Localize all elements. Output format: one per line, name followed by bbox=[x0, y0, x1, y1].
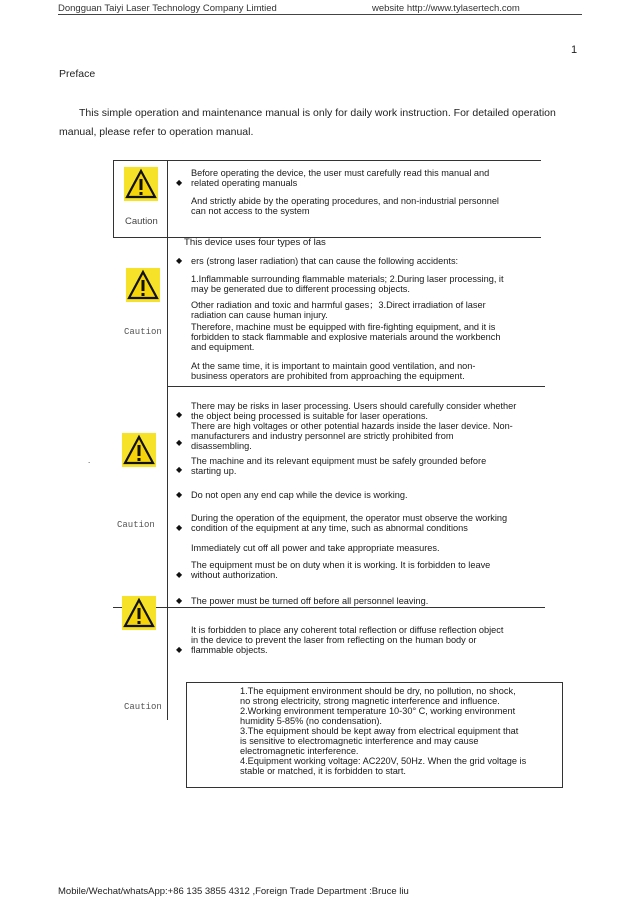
section5-line: 3.The equipment should be kept away from electrical equipment that bbox=[240, 726, 519, 736]
section3-line: Do not open any end cap while the device is working. bbox=[191, 490, 408, 500]
diamond-bullet-icon: ◆ bbox=[176, 645, 183, 654]
section5-line: no strong electricity, strong magnetic interference and influence. bbox=[240, 696, 500, 706]
section3-line: without authorization. bbox=[191, 570, 278, 580]
section3-line: The power must be turned off before all personnel leaving. bbox=[191, 596, 429, 606]
table-top-rule bbox=[113, 160, 541, 161]
warning-triangle-icon bbox=[122, 433, 156, 467]
section2-line: business operators are prohibited from approaching the equipment. bbox=[191, 371, 465, 381]
section5-line: humidity 5-85% (no condensation). bbox=[240, 716, 382, 726]
diamond-bullet-icon: ◆ bbox=[176, 490, 183, 499]
section1-line: And strictly abide by the operating procedures, and non-industrial personnel bbox=[191, 196, 499, 206]
section4-line: flammable objects. bbox=[191, 645, 268, 655]
section3-line: the object being processed is suitable for laser operations. bbox=[191, 411, 428, 421]
section4-line: It is forbidden to place any coherent total reflection or diffuse reflection object bbox=[191, 625, 504, 635]
header-rule bbox=[58, 14, 582, 15]
page-number: 1 bbox=[571, 44, 578, 56]
section2-line: 1.Inflammable surrounding flammable materials; 2.During laser processing, it bbox=[191, 274, 504, 284]
header-website: website http://www.tylasertech.com bbox=[372, 3, 520, 14]
diamond-bullet-icon: ◆ bbox=[176, 465, 183, 474]
diamond-bullet-icon: ◆ bbox=[176, 410, 183, 419]
section3-line: There may be risks in laser processing. Users should carefully consider whether bbox=[191, 401, 517, 411]
section5-line: electromagnetic interference. bbox=[240, 746, 359, 756]
section5-line: 1.The equipment environment should be dry, no pollution, no shock, bbox=[240, 686, 516, 696]
footer-contact: Mobile/Wechat/whatsApp:+86 135 3855 4312 ,Foreign Trade Department :Bruce liu bbox=[58, 886, 409, 897]
caution-label: Caution bbox=[124, 327, 162, 337]
section2-line: ers (strong laser radiation) that can cause the following accidents: bbox=[191, 256, 459, 266]
section3-line: There are high voltages or other potential hazards inside the laser device. Non- bbox=[191, 421, 513, 431]
caution-label: Caution bbox=[125, 216, 158, 227]
section2-line: Other radiation and toxic and harmful gases；3.Direct irradiation of laser bbox=[191, 300, 486, 310]
section3-bottom-rule bbox=[113, 607, 545, 608]
section3-line: During the operation of the equipment, the operator must observe the working bbox=[191, 513, 508, 523]
diamond-bullet-icon: ◆ bbox=[176, 438, 183, 447]
section3-line: condition of the equipment at any time, such as abnormal conditions bbox=[191, 523, 468, 533]
section1-line: can not access to the system bbox=[191, 206, 310, 216]
warning-triangle-icon bbox=[124, 167, 158, 201]
section2-line: forbidden to stack flammable and explosive materials around the workbench bbox=[191, 332, 501, 342]
table-left-border bbox=[113, 160, 114, 238]
section5-line: 4.Equipment working voltage: AC220V, 50Hz. When the grid voltage is bbox=[240, 756, 527, 766]
diamond-bullet-icon: ◆ bbox=[176, 596, 183, 605]
diamond-bullet-icon: ◆ bbox=[176, 256, 183, 265]
section3-line: starting up. bbox=[191, 466, 237, 476]
section3-line: The machine and its relevant equipment must be safely grounded before bbox=[191, 456, 487, 466]
intro-paragraph: This simple operation and maintenance manual is only for daily work instruction. For detailed operation manual, please refer to operation manual. bbox=[59, 107, 556, 138]
diamond-bullet-icon: ◆ bbox=[176, 523, 183, 532]
preface-title: Preface bbox=[59, 68, 96, 80]
warning-triangle-icon bbox=[122, 596, 156, 630]
section5-line: 2.Working environment temperature 10-30° C, working environment bbox=[240, 706, 516, 716]
section1-bottom-rule bbox=[113, 237, 541, 238]
section5-line: is sensitive to electromagnetic interference and may cause bbox=[240, 736, 479, 746]
caution-label: Caution bbox=[124, 702, 162, 712]
section3-line: The equipment must be on duty when it is working. It is forbidden to leave bbox=[191, 560, 491, 570]
section2-heading: This device uses four types of las bbox=[184, 237, 326, 248]
stray-mark: . bbox=[88, 456, 91, 465]
warning-triangle-icon bbox=[126, 268, 160, 302]
section2-line: Therefore, machine must be equipped with fire-fighting equipment, and it is bbox=[191, 322, 496, 332]
section2-line: radiation can cause human injury. bbox=[191, 310, 328, 320]
section4-line: in the device to prevent the laser from reflecting on the human body or bbox=[191, 635, 477, 645]
section3-line: manufacturers and industry personnel are strictly prohibited from bbox=[191, 431, 454, 441]
section5-line: stable or matched, it is forbidden to start. bbox=[240, 766, 406, 776]
caution-label: Caution bbox=[117, 520, 155, 530]
section3-line: disassembling. bbox=[191, 441, 252, 451]
section2-bottom-rule bbox=[167, 386, 545, 387]
section2-line: may be generated due to different processing objects. bbox=[191, 284, 410, 294]
header-company: Dongguan Taiyi Laser Technology Company Limtied bbox=[58, 3, 277, 14]
section3-line: Immediately cut off all power and take appropriate measures. bbox=[191, 543, 440, 553]
section2-line: At the same time, it is important to maintain good ventilation, and non- bbox=[191, 361, 476, 371]
section1-line: Before operating the device, the user must carefully read this manual and bbox=[191, 168, 490, 178]
diamond-bullet-icon: ◆ bbox=[176, 570, 183, 579]
section2-line: and equipment. bbox=[191, 342, 255, 352]
section1-line: related operating manuals bbox=[191, 178, 298, 188]
diamond-bullet-icon: ◆ bbox=[176, 178, 183, 187]
divider-col bbox=[167, 160, 168, 720]
